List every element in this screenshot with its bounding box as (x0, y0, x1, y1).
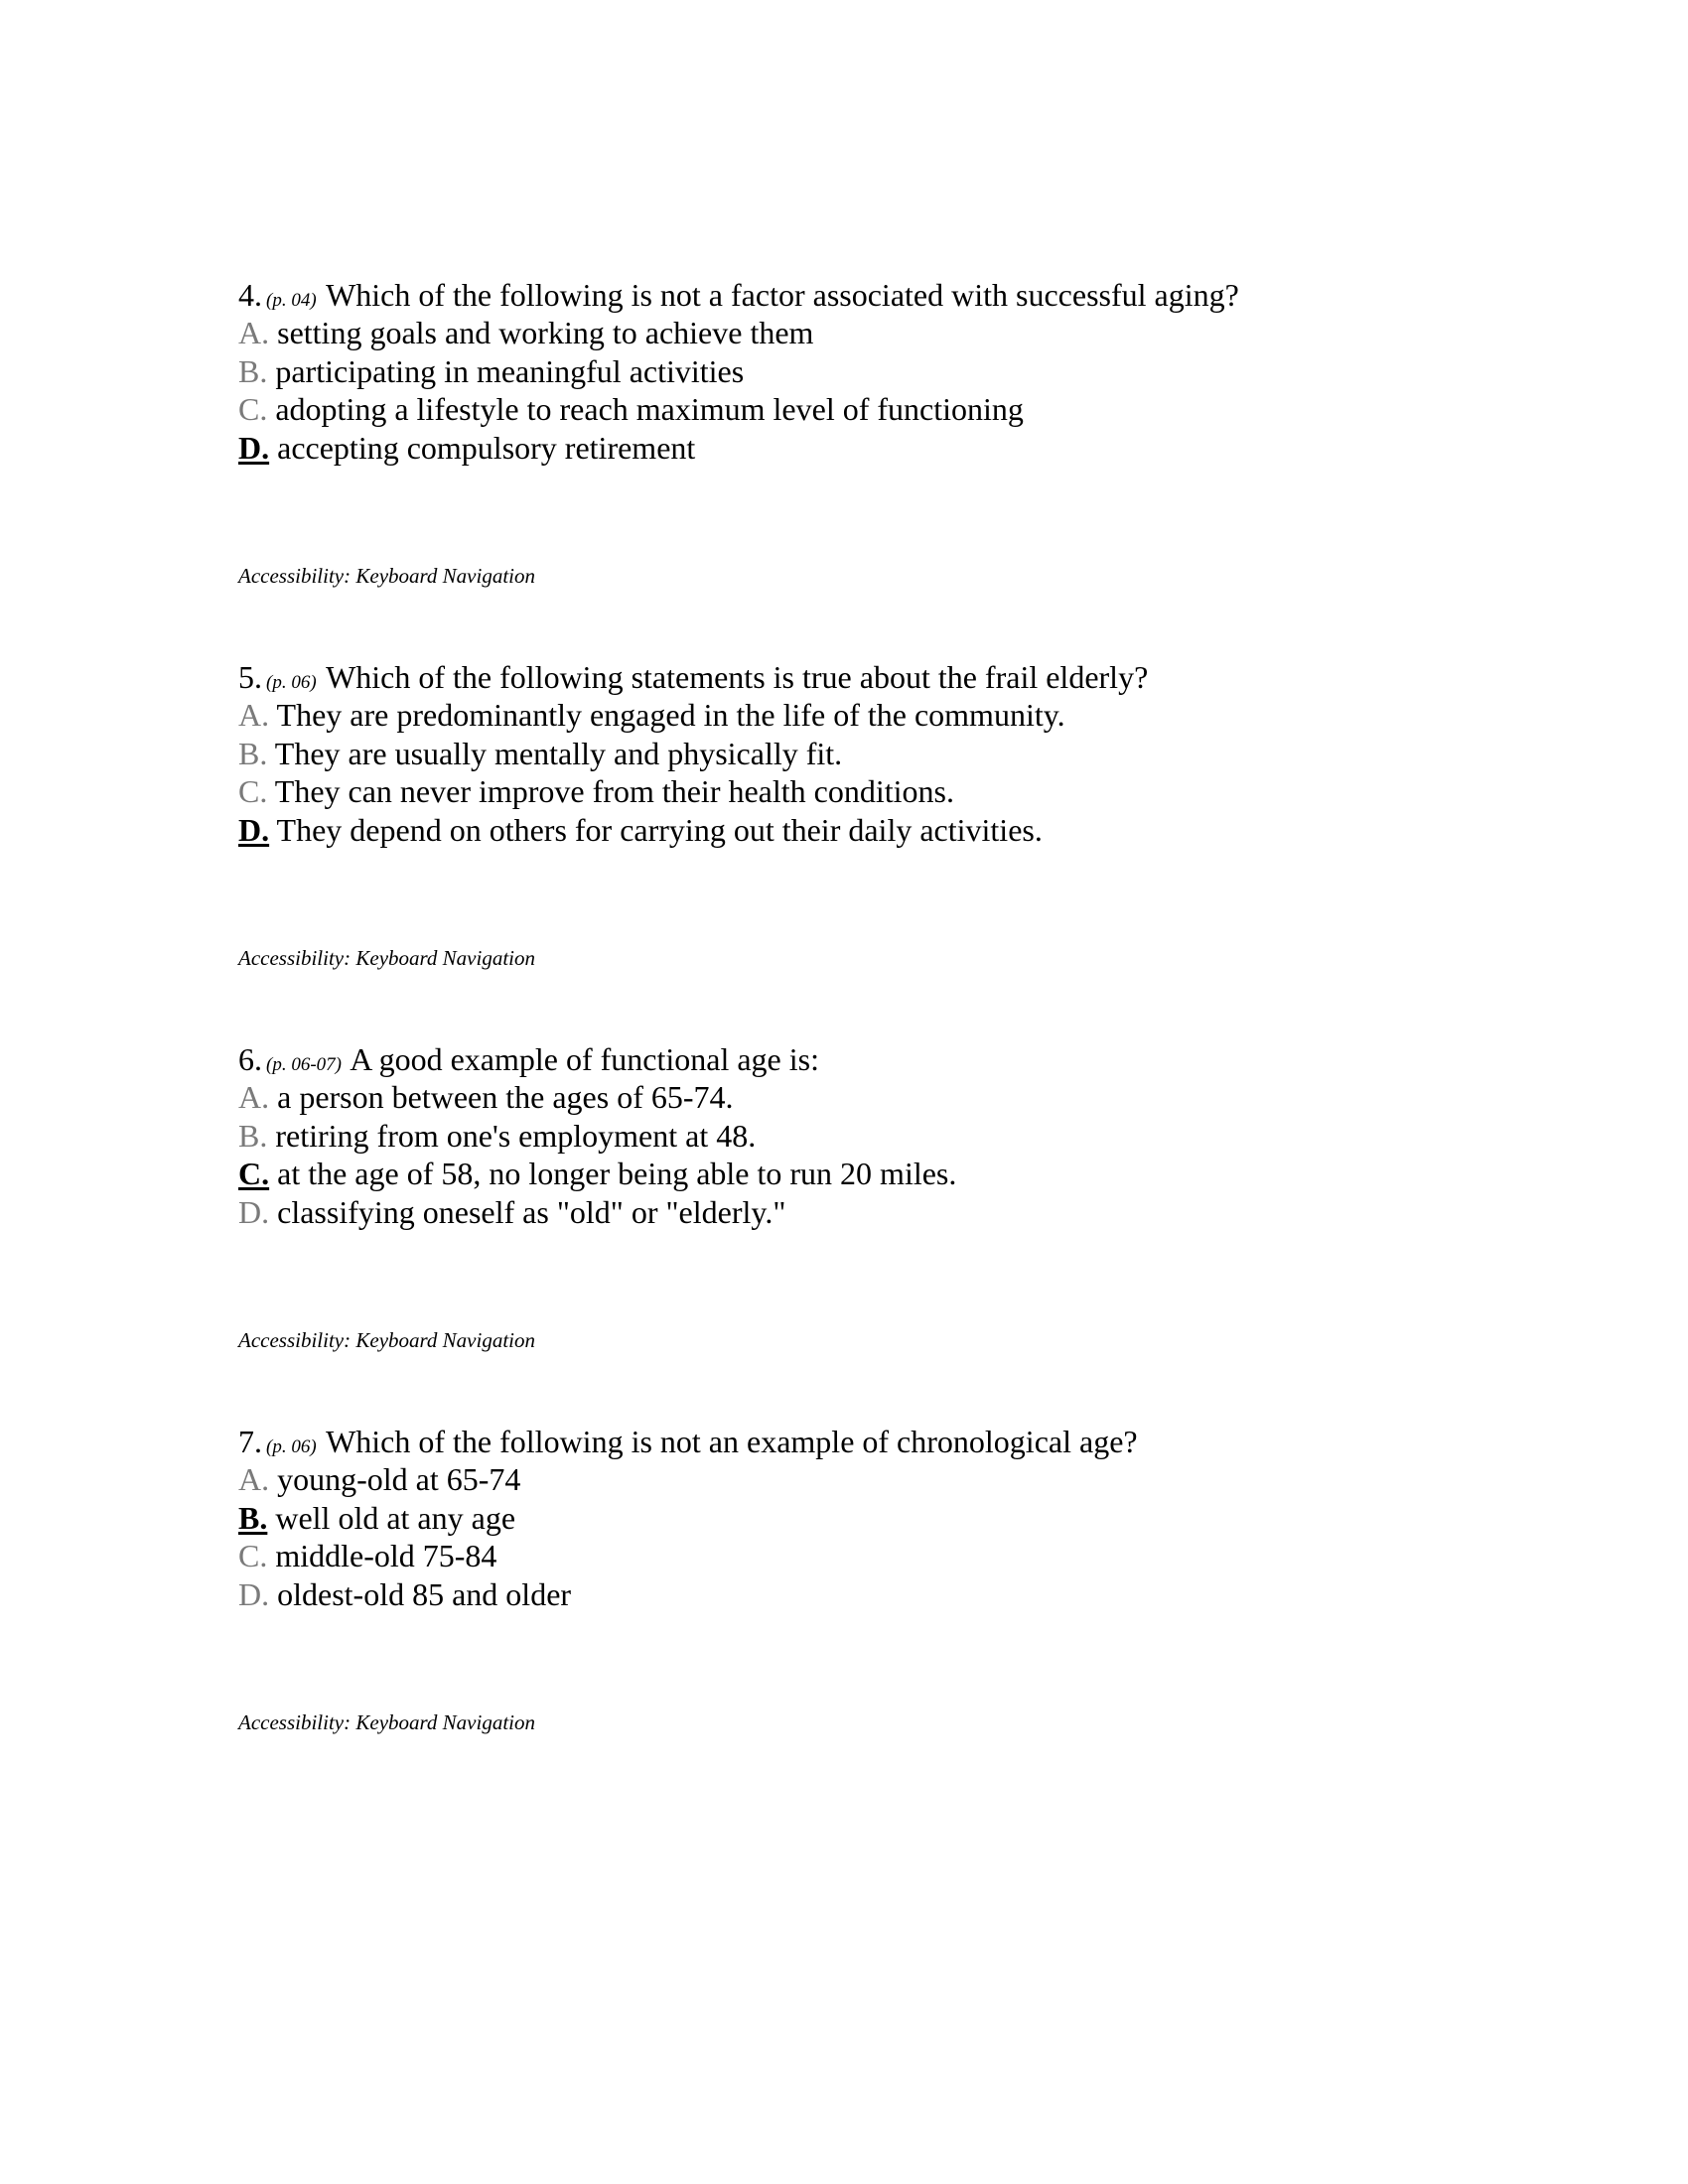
question-number: 7. (238, 1424, 262, 1459)
correct-answer-letter: C. (238, 1156, 270, 1191)
question-5 (238, 658, 1628, 849)
question-number: 5. (238, 659, 262, 695)
question-7 (238, 1423, 1628, 1613)
question-stem (238, 1423, 1628, 1460)
page-reference: (p. 06-07) (266, 1054, 342, 1075)
option-letter: D. (238, 1575, 270, 1612)
option-text: a person between the ages of 65-74. (277, 1079, 734, 1115)
option-d (238, 1575, 1628, 1614)
accessibility-note: Accessibility: Keyboard Navigation (238, 1710, 535, 1734)
option-text: adopting a lifestyle to reach maximum level of functioning (275, 391, 1024, 427)
option-letter: C. (238, 773, 268, 809)
question-stem (238, 276, 1628, 314)
question-text: Which of the following statements is true about the frail elderly? (326, 659, 1149, 695)
option-text: well old at any age (275, 1499, 516, 1536)
option-text: They depend on others for carrying out their daily activities. (276, 811, 1043, 848)
option-text: classifying oneself as "old" or "elderly." (277, 1193, 786, 1230)
option-a (238, 314, 1628, 352)
option-a (238, 1078, 1628, 1117)
option-c (238, 390, 1628, 429)
question-6 (238, 1040, 1628, 1231)
option-text: They are predominantly engaged in the life of the community. (276, 697, 1065, 733)
option-b (238, 1117, 1628, 1156)
option-text: participating in meaningful activities (275, 352, 745, 389)
option-text: They are usually mentally and physically fit. (274, 735, 843, 771)
option-letter: A. (238, 315, 270, 350)
correct-answer-letter: D. (238, 811, 270, 848)
option-a (238, 696, 1628, 735)
question-stem (238, 1040, 1628, 1078)
option-letter: C. (238, 391, 268, 427)
question-text: Which of the following is not a factor associated with successful aging? (326, 277, 1239, 313)
option-letter: A. (238, 1079, 270, 1115)
accessibility-note: Accessibility: Keyboard Navigation (238, 564, 535, 588)
page-reference: (p. 04) (266, 290, 317, 311)
option-b (238, 352, 1628, 391)
option-text: accepting compulsory retirement (277, 429, 696, 466)
option-text: setting goals and working to achieve them (277, 315, 814, 350)
option-d (238, 1193, 1628, 1232)
accessibility-note: Accessibility: Keyboard Navigation (238, 946, 535, 970)
option-c (238, 1537, 1628, 1575)
question-4 (238, 276, 1628, 467)
question-number: 4. (238, 277, 262, 313)
option-text: middle-old 75-84 (275, 1538, 497, 1573)
option-d-correct (238, 811, 1628, 850)
option-letter: B. (238, 735, 268, 771)
question-text: Which of the following is not an example of chronological age? (326, 1424, 1138, 1459)
option-letter: A. (238, 1461, 270, 1497)
option-a (238, 1460, 1628, 1499)
accessibility-note: Accessibility: Keyboard Navigation (238, 1328, 535, 1352)
page-reference: (p. 06) (266, 672, 317, 693)
question-stem (238, 658, 1628, 696)
option-letter: C. (238, 1538, 268, 1573)
option-text: oldest-old 85 and older (277, 1575, 572, 1612)
option-d-correct (238, 429, 1628, 468)
option-text: They can never improve from their health conditions. (274, 773, 954, 809)
option-text: young-old at 65-74 (277, 1461, 521, 1497)
option-c (238, 772, 1628, 811)
question-number: 6. (238, 1041, 262, 1077)
option-text: retiring from one's employment at 48. (275, 1117, 757, 1154)
page-reference: (p. 06) (266, 1436, 317, 1457)
option-c-correct (238, 1155, 1628, 1193)
option-b-correct (238, 1499, 1628, 1538)
option-letter: D. (238, 1193, 270, 1230)
option-letter: B. (238, 1117, 268, 1154)
option-letter: A. (238, 697, 270, 733)
option-letter: B. (238, 352, 268, 389)
question-text: A good example of functional age is: (350, 1041, 819, 1077)
option-text: at the age of 58, no longer being able to run 20 miles. (277, 1156, 957, 1191)
correct-answer-letter: D. (238, 429, 270, 466)
option-b (238, 735, 1628, 773)
correct-answer-letter: B. (238, 1499, 268, 1536)
